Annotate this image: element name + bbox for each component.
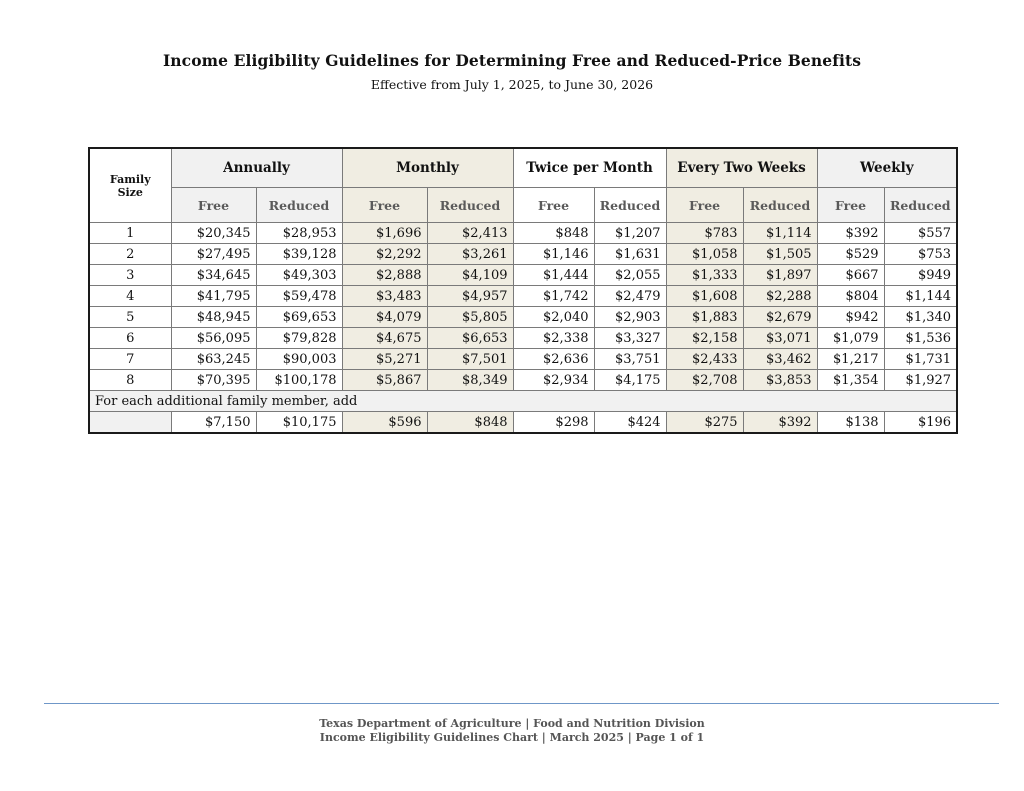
additional-amount-cell: $138	[817, 412, 884, 434]
income-cell: $1,897	[743, 265, 817, 286]
income-cell: $28,953	[256, 223, 342, 244]
income-cell: $557	[884, 223, 957, 244]
income-cell: $804	[817, 286, 884, 307]
eligibility-table	[88, 147, 958, 434]
income-cell: $34,645	[171, 265, 256, 286]
income-cell: $3,261	[427, 244, 513, 265]
table-row	[89, 370, 957, 391]
income-cell: $4,675	[342, 328, 427, 349]
additional-amount-cell: $196	[884, 412, 957, 434]
empty-cell	[89, 412, 171, 434]
sub-header-free: Free	[817, 188, 884, 223]
income-cell: $1,444	[513, 265, 594, 286]
income-cell: $2,636	[513, 349, 594, 370]
income-cell: $41,795	[171, 286, 256, 307]
income-cell: $2,479	[594, 286, 666, 307]
income-cell: $8,349	[427, 370, 513, 391]
income-cell: $1,079	[817, 328, 884, 349]
family-size-cell: 4	[89, 286, 171, 307]
income-cell: $1,608	[666, 286, 743, 307]
table-row	[89, 307, 957, 328]
income-cell: $1,207	[594, 223, 666, 244]
income-cell: $69,653	[256, 307, 342, 328]
document-title: Income Eligibility Guidelines for Determining Free and Reduced-Price Benefits	[162, 51, 862, 70]
income-cell: $753	[884, 244, 957, 265]
table-row	[89, 223, 957, 244]
income-cell: $2,888	[342, 265, 427, 286]
income-cell: $2,934	[513, 370, 594, 391]
income-cell: $1,536	[884, 328, 957, 349]
sub-header-reduced: Reduced	[256, 188, 342, 223]
income-cell: $2,338	[513, 328, 594, 349]
income-cell: $1,742	[513, 286, 594, 307]
period-header-every-two-weeks: Every Two Weeks	[666, 148, 817, 188]
income-cell: $70,395	[171, 370, 256, 391]
income-cell: $63,245	[171, 349, 256, 370]
income-cell: $59,478	[256, 286, 342, 307]
income-cell: $1,354	[817, 370, 884, 391]
sub-header-reduced: Reduced	[884, 188, 957, 223]
income-cell: $49,303	[256, 265, 342, 286]
document-subtitle: Effective from July 1, 2025, to June 30, 2026	[370, 77, 654, 92]
table-row	[89, 265, 957, 286]
income-cell: $392	[817, 223, 884, 244]
additional-amount-cell: $298	[513, 412, 594, 434]
income-cell: $2,903	[594, 307, 666, 328]
family-size-cell: 5	[89, 307, 171, 328]
income-cell: $4,109	[427, 265, 513, 286]
family-size-cell: 8	[89, 370, 171, 391]
income-cell: $848	[513, 223, 594, 244]
additional-amount-cell: $10,175	[256, 412, 342, 434]
income-cell: $1,340	[884, 307, 957, 328]
income-cell: $3,327	[594, 328, 666, 349]
sub-header-free: Free	[666, 188, 743, 223]
income-cell: $949	[884, 265, 957, 286]
income-cell: $2,288	[743, 286, 817, 307]
income-cell: $79,828	[256, 328, 342, 349]
income-cell: $3,071	[743, 328, 817, 349]
income-cell: $1,114	[743, 223, 817, 244]
income-cell: $2,708	[666, 370, 743, 391]
income-cell: $2,040	[513, 307, 594, 328]
income-cell: $667	[817, 265, 884, 286]
income-cell: $56,095	[171, 328, 256, 349]
income-cell: $4,957	[427, 286, 513, 307]
table-row	[89, 244, 957, 265]
income-cell: $3,853	[743, 370, 817, 391]
income-cell: $27,495	[171, 244, 256, 265]
income-cell: $6,653	[427, 328, 513, 349]
income-cell: $1,144	[884, 286, 957, 307]
income-cell: $783	[666, 223, 743, 244]
income-cell: $1,146	[513, 244, 594, 265]
footer-line-1: Texas Department of Agriculture | Food and Nutrition Division	[319, 717, 705, 730]
income-cell: $39,128	[256, 244, 342, 265]
sub-header-reduced: Reduced	[743, 188, 817, 223]
income-cell: $1,731	[884, 349, 957, 370]
income-cell: $1,696	[342, 223, 427, 244]
income-cell: $1,058	[666, 244, 743, 265]
table-row	[89, 328, 957, 349]
additional-amount-cell: $275	[666, 412, 743, 434]
additional-member-label: For each additional family member, add	[89, 391, 957, 412]
additional-amount-cell: $7,150	[171, 412, 256, 434]
additional-member-row	[89, 391, 957, 412]
additional-amount-cell: $392	[743, 412, 817, 434]
table-row	[89, 286, 957, 307]
sub-header-free: Free	[342, 188, 427, 223]
income-cell: $2,055	[594, 265, 666, 286]
income-cell: $5,867	[342, 370, 427, 391]
footer-line-2: Income Eligibility Guidelines Chart | March 2025 | Page 1 of 1	[319, 731, 705, 744]
footer-divider	[44, 703, 999, 704]
income-cell: $48,945	[171, 307, 256, 328]
period-header-annually: Annually	[171, 148, 342, 188]
family-size-cell: 3	[89, 265, 171, 286]
additional-amount-cell: $596	[342, 412, 427, 434]
additional-amount-cell: $848	[427, 412, 513, 434]
sub-header-reduced: Reduced	[427, 188, 513, 223]
income-cell: $529	[817, 244, 884, 265]
income-cell: $3,751	[594, 349, 666, 370]
sub-header-free: Free	[513, 188, 594, 223]
income-cell: $1,505	[743, 244, 817, 265]
sub-header-reduced: Reduced	[594, 188, 666, 223]
income-cell: $90,003	[256, 349, 342, 370]
family-size-cell: 1	[89, 223, 171, 244]
income-cell: $2,292	[342, 244, 427, 265]
income-cell: $1,927	[884, 370, 957, 391]
income-cell: $4,079	[342, 307, 427, 328]
income-cell: $2,413	[427, 223, 513, 244]
period-header-weekly: Weekly	[817, 148, 957, 188]
family-size-cell: 7	[89, 349, 171, 370]
income-cell: $20,345	[171, 223, 256, 244]
additional-member-values-row	[89, 412, 957, 434]
income-cell: $5,805	[427, 307, 513, 328]
period-header-twice-per-month: Twice per Month	[513, 148, 666, 188]
income-cell: $5,271	[342, 349, 427, 370]
family-size-cell: 6	[89, 328, 171, 349]
income-cell: $2,679	[743, 307, 817, 328]
income-cell: $3,483	[342, 286, 427, 307]
income-cell: $1,217	[817, 349, 884, 370]
table-body	[89, 223, 957, 434]
income-cell: $4,175	[594, 370, 666, 391]
additional-amount-cell: $424	[594, 412, 666, 434]
period-header-monthly: Monthly	[342, 148, 513, 188]
income-cell: $7,501	[427, 349, 513, 370]
table-row	[89, 349, 957, 370]
income-cell: $1,333	[666, 265, 743, 286]
family-size-cell: 2	[89, 244, 171, 265]
income-cell: $3,462	[743, 349, 817, 370]
family-size-header: Family Size	[89, 148, 171, 223]
income-cell: $100,178	[256, 370, 342, 391]
income-cell: $2,433	[666, 349, 743, 370]
income-cell: $1,883	[666, 307, 743, 328]
sub-header-free: Free	[171, 188, 256, 223]
income-cell: $1,631	[594, 244, 666, 265]
income-cell: $2,158	[666, 328, 743, 349]
income-cell: $942	[817, 307, 884, 328]
